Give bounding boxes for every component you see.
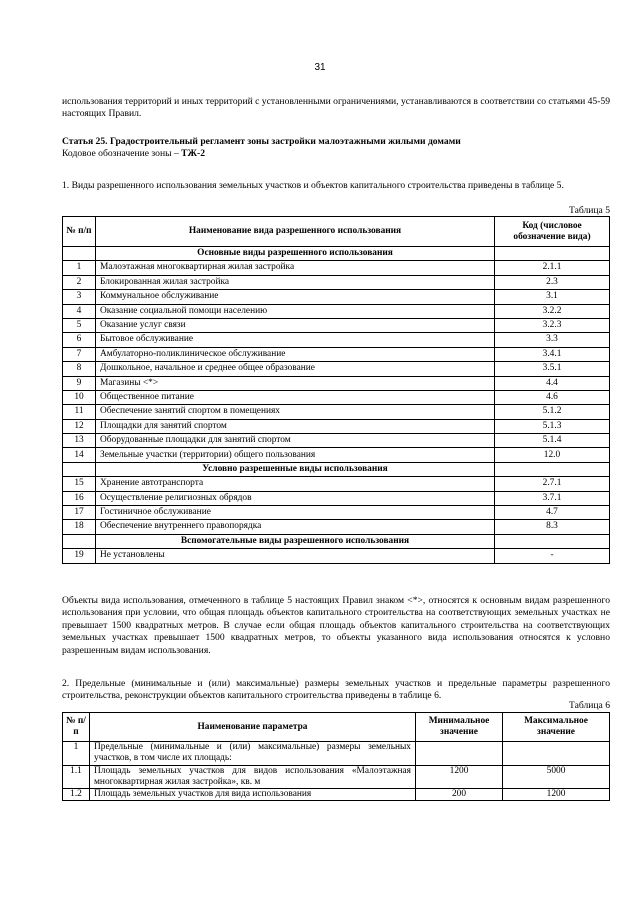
row-name: Оказание услуг связи (96, 318, 495, 332)
table-6-body (63, 742, 610, 801)
row-code: 2.7.1 (495, 477, 610, 491)
header-num: № п/п (63, 217, 96, 247)
row-name: Обеспечение занятий спортом в помещениях (96, 405, 495, 419)
table-row (63, 333, 610, 347)
row-number: 12 (63, 419, 96, 433)
row-max (503, 742, 610, 766)
row-number: 18 (63, 520, 96, 534)
zone-code-line (62, 148, 610, 160)
row-name: Оборудованные площадки для занятий спортом (96, 434, 495, 448)
table-row (63, 789, 610, 801)
header-name: Наименование вида разрешенного использования (96, 217, 495, 247)
row-number: 17 (63, 506, 96, 520)
row-code: 3.1 (495, 290, 610, 304)
table-6 (62, 712, 610, 801)
article-title: Статья 25. Градостроительный регламент зоны застройки малоэтажными жилыми домами (62, 136, 461, 147)
table-row (63, 304, 610, 318)
section-title: Условно разрешенные виды использования (96, 462, 495, 476)
section-num-cell (63, 247, 96, 261)
row-code: 3.7.1 (495, 491, 610, 505)
row-number: 4 (63, 304, 96, 318)
row-number: 1.2 (63, 789, 90, 801)
row-code: 4.4 (495, 376, 610, 390)
row-name: Бытовое обслуживание (96, 333, 495, 347)
paragraph-2: 2. Предельные (минимальные и (или) максимальные) размеры земельных участков и предельные параметры разрешенного строительства, реконструкции объектов капитального строительства приведены в таблице 6. (62, 678, 610, 702)
row-name: Земельные участки (территории) общего пользования (96, 448, 495, 462)
table-row (63, 362, 610, 376)
row-min (416, 742, 503, 766)
row-name: Площадки для занятий спортом (96, 419, 495, 433)
table-row (63, 261, 610, 275)
section-num-cell (63, 462, 96, 476)
paragraph-1: 1. Виды разрешенного использования земельных участков и объектов капитального строительства приведены в таблице 5. (62, 180, 564, 191)
section-row (63, 247, 610, 261)
row-name: Не установлены (96, 549, 495, 563)
row-number: 8 (63, 362, 96, 376)
table-6-header-row (63, 713, 610, 742)
row-name: Осуществление религиозных обрядов (96, 491, 495, 505)
table-row (63, 318, 610, 332)
header-code: Код (числовое обозначение вида) (495, 217, 610, 247)
row-max: 5000 (503, 765, 610, 789)
row-code: 5.1.2 (495, 405, 610, 419)
table-5-caption: Таблица 5 (568, 205, 610, 216)
row-code: - (495, 549, 610, 563)
row-parameter: Площадь земельных участков для видов использования «Малоэтажная многоквартирная жилая застройка», кв. м (90, 765, 416, 789)
section-num-cell (63, 534, 96, 548)
row-code: 4.7 (495, 506, 610, 520)
page-number: 31 (314, 62, 326, 73)
row-name: Общественное питание (96, 390, 495, 404)
row-name: Гостиничное обслуживание (96, 506, 495, 520)
row-name: Обеспечение внутреннего правопорядка (96, 520, 495, 534)
row-min: 1200 (416, 765, 503, 789)
table-row (63, 290, 610, 304)
row-number: 1.1 (63, 765, 90, 789)
row-number: 13 (63, 434, 96, 448)
row-code: 5.1.4 (495, 434, 610, 448)
row-code: 3.3 (495, 333, 610, 347)
row-name: Магазины <*> (96, 376, 495, 390)
row-code: 3.4.1 (495, 347, 610, 361)
row-number: 10 (63, 390, 96, 404)
row-code: 5.1.3 (495, 419, 610, 433)
row-code: 2.1.1 (495, 261, 610, 275)
row-number: 14 (63, 448, 96, 462)
section-row (63, 534, 610, 548)
table-row (63, 765, 610, 789)
row-code: 3.2.3 (495, 318, 610, 332)
table-5-body (63, 247, 610, 564)
row-name: Оказание социальной помощи населению (96, 304, 495, 318)
intro-paragraph: использования территорий и иных территорий с установленными ограничениями, устанавливаются в соответствии со статьями 45-59 настоящих Правил. (62, 96, 610, 120)
section-code-cell (495, 247, 610, 261)
row-number: 5 (63, 318, 96, 332)
header-min: Минимальное значение (416, 713, 503, 742)
row-number: 19 (63, 549, 96, 563)
header-param: Наименование параметра (90, 713, 416, 742)
table-row (63, 549, 610, 563)
table-row (63, 390, 610, 404)
row-min: 200 (416, 789, 503, 801)
table-row (63, 448, 610, 462)
row-code: 8.3 (495, 520, 610, 534)
row-name: Малоэтажная многоквартирная жилая застройка (96, 261, 495, 275)
table-5 (62, 216, 610, 564)
row-parameter: Площадь земельных участков для вида использования (90, 789, 416, 801)
row-number: 9 (63, 376, 96, 390)
header-max: Максимальное значение (503, 713, 610, 742)
table-row (63, 742, 610, 766)
row-number: 11 (63, 405, 96, 419)
row-number: 16 (63, 491, 96, 505)
section-row (63, 462, 610, 476)
article-heading (62, 136, 610, 161)
row-max: 1200 (503, 789, 610, 801)
row-name: Блокированная жилая застройка (96, 275, 495, 289)
table-5-header-row (63, 217, 610, 247)
row-number: 2 (63, 275, 96, 289)
section-title: Вспомогательные виды разрешенного использования (96, 534, 495, 548)
row-number: 7 (63, 347, 96, 361)
header-num: № п/п (63, 713, 90, 742)
table-row (63, 419, 610, 433)
row-name: Амбулаторно-поликлиническое обслуживание (96, 347, 495, 361)
table-6-caption: Таблица 6 (568, 700, 610, 711)
row-name: Коммунальное обслуживание (96, 290, 495, 304)
row-number: 6 (63, 333, 96, 347)
row-name: Дошкольное, начальное и среднее общее образование (96, 362, 495, 376)
row-code: 2.3 (495, 275, 610, 289)
row-number: 1 (63, 261, 96, 275)
table-row (63, 376, 610, 390)
table-row (63, 405, 610, 419)
note-paragraph: Объекты вида использования, отмеченного в таблице 5 настоящих Правил знаком <*>, относятся к основным видам разрешенного использования при условии, что общая площадь объектов капитального строительства на соответствующих земельных участках не превышает 1500 квадратных метров. В случае если общая площадь объектов капитального строительства на соответствующих земельных участках превышает 1500 квадратных метров, то объекты указанного вида использования относятся к условно разрешенным видам использования. (62, 595, 610, 656)
row-code: 3.5.1 (495, 362, 610, 376)
table-row (63, 491, 610, 505)
table-row (63, 275, 610, 289)
section-code-cell (495, 462, 610, 476)
row-name: Хранение автотранспорта (96, 477, 495, 491)
row-number: 3 (63, 290, 96, 304)
section-title: Основные виды разрешенного использования (96, 247, 495, 261)
table-row (63, 506, 610, 520)
zone-code: ТЖ-2 (181, 148, 206, 160)
row-code: 12.0 (495, 448, 610, 462)
row-parameter: Предельные (минимальные и (или) максимальные) размеры земельных участков, в том числе их площадь: (90, 742, 416, 766)
row-number: 1 (63, 742, 90, 766)
table-row (63, 434, 610, 448)
section-code-cell (495, 534, 610, 548)
row-code: 3.2.2 (495, 304, 610, 318)
table-row (63, 347, 610, 361)
table-row (63, 520, 610, 534)
table-row (63, 477, 610, 491)
row-code: 4.6 (495, 390, 610, 404)
row-number: 15 (63, 477, 96, 491)
zone-code-label: Кодовое обозначение зоны – (62, 148, 182, 160)
